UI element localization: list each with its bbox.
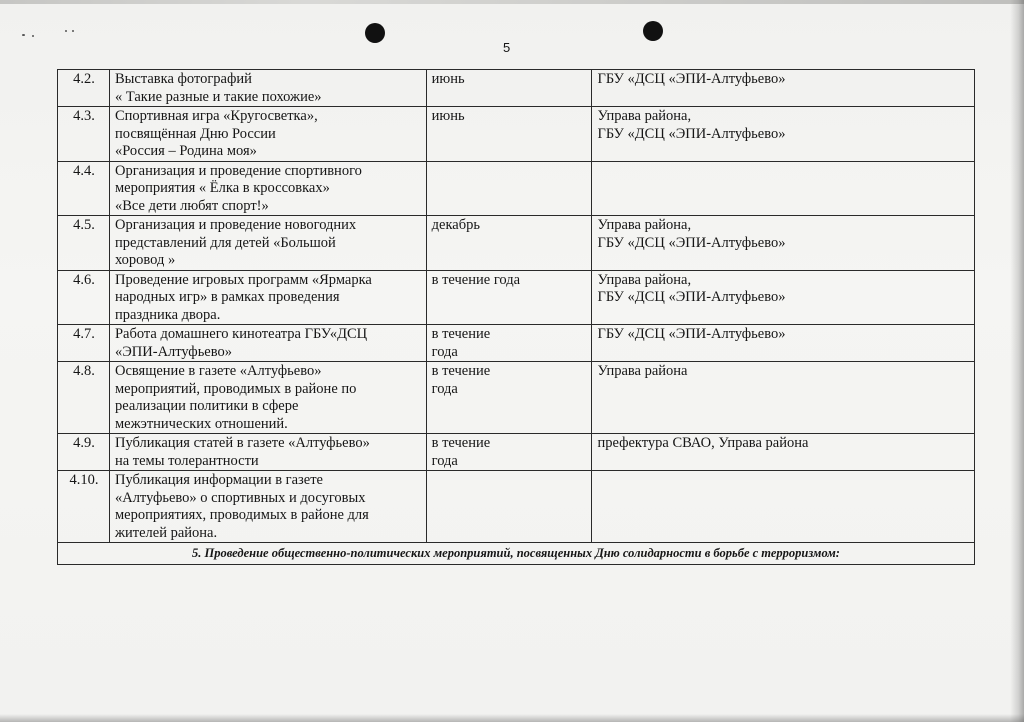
event-name: Организация и проведение спортивного мероприятия « Ёлка в кроссовках» «Все дети любят спорт!» xyxy=(109,161,426,216)
event-responsible: Управа района, ГБУ «ДСЦ «ЭПИ-Алтуфьево» xyxy=(592,270,975,325)
row-number: 4.5. xyxy=(58,216,110,271)
table-row xyxy=(58,362,975,434)
table-row xyxy=(58,70,975,107)
event-date xyxy=(426,161,592,216)
event-date: в течение года xyxy=(426,325,592,362)
scan-speck xyxy=(22,34,25,36)
event-name: Работа домашнего кинотеатра ГБУ«ДСЦ «ЭПИ-Алтуфьево» xyxy=(109,325,426,362)
event-responsible: Управа района, ГБУ «ДСЦ «ЭПИ-Алтуфьево» xyxy=(592,107,975,162)
event-date: в течение года xyxy=(426,434,592,471)
event-responsible: префектура СВАО, Управа района xyxy=(592,434,975,471)
row-number: 4.7. xyxy=(58,325,110,362)
table-row xyxy=(58,434,975,471)
table-row xyxy=(58,270,975,325)
row-number: 4.10. xyxy=(58,471,110,543)
row-number: 4.8. xyxy=(58,362,110,434)
event-responsible: ГБУ «ДСЦ «ЭПИ-Алтуфьево» xyxy=(592,70,975,107)
event-responsible: Управа района xyxy=(592,362,975,434)
event-responsible: ГБУ «ДСЦ «ЭПИ-Алтуфьево» xyxy=(592,325,975,362)
scan-speck xyxy=(32,35,34,37)
row-number: 4.9. xyxy=(58,434,110,471)
event-date: в течение года xyxy=(426,270,592,325)
punch-hole-right xyxy=(643,21,663,41)
event-date: декабрь xyxy=(426,216,592,271)
events-table xyxy=(57,69,975,565)
event-date: июнь xyxy=(426,107,592,162)
event-name: Спортивная игра «Кругосветка», посвящённая Дню России «Россия – Родина моя» xyxy=(109,107,426,162)
event-name: Освящение в газете «Алтуфьево» мероприятий, проводимых в районе по реализации политики в сфере межэтнических отношений. xyxy=(109,362,426,434)
row-number: 4.3. xyxy=(58,107,110,162)
table-row xyxy=(58,325,975,362)
event-name: Публикация статей в газете «Алтуфьево» на темы толерантности xyxy=(109,434,426,471)
event-name: Публикация информации в газете «Алтуфьево» о спортивных и досуговых мероприятиях, проводимых в районе для жителей района. xyxy=(109,471,426,543)
section-heading: 5. Проведение общественно-политических мероприятий, посвященных Дню солидарности в борьбе с терроризмом: xyxy=(58,543,975,565)
event-date: в течение года xyxy=(426,362,592,434)
event-date xyxy=(426,471,592,543)
event-name: Проведение игровых программ «Ярмарка народных игр» в рамках проведения праздника двора. xyxy=(109,270,426,325)
table-row xyxy=(58,161,975,216)
row-number: 4.2. xyxy=(58,70,110,107)
event-name: Организация и проведение новогодних представлений для детей «Большой хоровод » xyxy=(109,216,426,271)
table-row xyxy=(58,471,975,543)
table-row xyxy=(58,107,975,162)
punch-hole-left xyxy=(365,23,385,43)
row-number: 4.6. xyxy=(58,270,110,325)
page-number: 5 xyxy=(503,40,511,55)
scan-bottom-edge xyxy=(0,714,1024,722)
event-responsible xyxy=(592,161,975,216)
scan-top-edge xyxy=(0,0,1024,4)
event-responsible xyxy=(592,471,975,543)
table-row xyxy=(58,216,975,271)
scan-speck xyxy=(72,30,74,32)
row-number: 4.4. xyxy=(58,161,110,216)
event-name: Выставка фотографий « Такие разные и такие похожие» xyxy=(109,70,426,107)
section-heading-row xyxy=(58,543,975,565)
event-date: июнь xyxy=(426,70,592,107)
scan-speck xyxy=(65,30,67,32)
scan-right-edge xyxy=(1010,0,1024,722)
event-responsible: Управа района, ГБУ «ДСЦ «ЭПИ-Алтуфьево» xyxy=(592,216,975,271)
